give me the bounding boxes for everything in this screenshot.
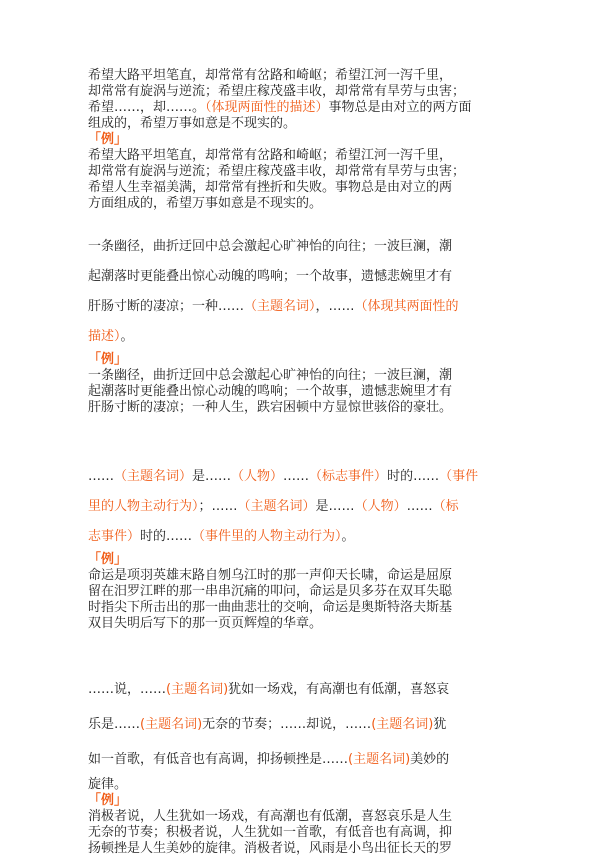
example-line: 起潮落时更能叠出惊心动魄的鸣响；一个故事，遗憾悲婉里才有 [88, 384, 453, 399]
text-line: 一条幽径，曲折迂回中总会激起心旷神怡的向往；一波巨澜，潮 [88, 239, 453, 254]
section-3-template [88, 462, 506, 552]
placeholder-highlight: （主题名词） [237, 499, 316, 514]
text-line: 却常常有旋涡与逆流；希望庄稼茂盛丰收，却常常有旱劳与虫害； [88, 84, 466, 99]
text-line: 组成的，希望万事如意是不现实的。 [88, 116, 297, 131]
placeholder-highlight: （主题名词） [244, 299, 316, 314]
placeholder-highlight: （标 [432, 499, 459, 514]
text-line: 肝肠寸断的凄凉；一种……（主题名词），……（体现其两面性的 [88, 299, 459, 314]
placeholder-highlight: （体现其两面性的 [354, 299, 459, 314]
section-1-template [88, 68, 506, 132]
text-line: 如一首歌，有低音也有高调，抑扬顿挫是……(主题名词)美妙的 [88, 752, 450, 767]
example-line: 命运是项羽英雄末路自刎乌江时的那一声仰天长啸，命运是屈原 [88, 568, 453, 583]
example-line: 却常常有旋涡与逆流；希望庄稼茂盛丰收，却常常有旱劳与虫害； [88, 164, 466, 179]
text-line: ……（主题名词）是……（人物）……（标志事件）时的……（事件 [88, 469, 479, 484]
section-2-example [88, 368, 506, 416]
example-label: 「例」 [88, 552, 128, 567]
placeholder-highlight: (主题名词) [348, 752, 411, 767]
example-label: 「例」 [88, 132, 128, 147]
text-line: 乐是……(主题名词)无奈的节奏；……却说，……(主题名词)犹 [88, 717, 447, 732]
example-line: 留在汨罗江畔的那一串串沉痛的叩问，命运是贝多芬在双耳失聪 [88, 584, 453, 599]
example-line: 肝肠寸断的凄凉；一种人生，跌宕困顿中方显惊世骇俗的豪壮。 [88, 400, 453, 415]
placeholder-highlight: (主题名词) [140, 717, 203, 732]
example-label: 「例」 [88, 793, 128, 808]
text-line: 希望……，却……。（体现两面性的描述）事物总是由对立的两方面 [88, 100, 472, 115]
example-line: 双目失明后写下的那一页页辉煌的华章。 [88, 616, 323, 631]
placeholder-highlight: （标志事件） [309, 469, 388, 484]
placeholder-highlight: (主题名词) [371, 717, 434, 732]
section-4-template [88, 672, 506, 793]
placeholder-highlight: （事件 [439, 469, 479, 484]
section-4-example [88, 809, 506, 857]
text-line: 里的人物主动行为）；……（主题名词）是……（人物）……（标 [88, 499, 459, 514]
example-line: 消极者说，人生犹如一场戏，有高潮也有低潮，喜怒哀乐是人生 [88, 809, 453, 824]
placeholder-highlight: 描述） [88, 329, 121, 344]
text-line: 描述）。 [88, 329, 134, 344]
example-line: 无奈的节奏；积极者说，人生犹如一首歌，有低音也有高调，抑 [88, 825, 453, 840]
placeholder-highlight: （人物） [231, 469, 284, 484]
placeholder-highlight: （人物） [354, 499, 407, 514]
placeholder-highlight: （主题名词） [114, 469, 193, 484]
text-line: 志事件）时的……（事件里的人物主动行为）。 [88, 529, 355, 544]
placeholder-highlight: 志事件） [88, 529, 141, 544]
placeholder-highlight: 里的人物主动行为） [88, 499, 199, 514]
text-line: ……说，……(主题名词)犹如一场戏，有高潮也有低潮，喜怒哀 [88, 682, 450, 697]
example-line: 方面组成的，希望万事如意是不现实的。 [88, 196, 323, 211]
example-line: 时指尖下所击出的那一曲曲悲壮的交响，命运是奥斯特洛夫斯基 [88, 600, 453, 615]
section-3-example [88, 568, 506, 632]
section-2-template [88, 232, 506, 352]
example-line: 扬顿挫是人生美妙的旋律。消极者说，风雨是小鸟出征长天的罗 [88, 841, 453, 856]
example-label: 「例」 [88, 352, 128, 367]
placeholder-highlight: （事件里的人物主动行为） [192, 529, 342, 544]
text-line: 旋律。 [88, 777, 128, 792]
placeholder-highlight: （体现两面性的描述） [205, 100, 329, 115]
text-line: 希望大路平坦笔直，却常常有岔路和崎岖；希望江河一泻千里， [88, 68, 453, 83]
section-1-example [88, 148, 506, 212]
text-line: 起潮落时更能叠出惊心动魄的鸣响；一个故事，遗憾悲婉里才有 [88, 269, 453, 284]
placeholder-highlight: (主题名词) [166, 682, 229, 697]
document-page [88, 68, 506, 857]
example-line: 一条幽径，曲折迂回中总会激起心旷神怡的向往；一波巨澜，潮 [88, 368, 453, 383]
example-line: 希望人生幸福美满，却常常有挫折和失败。事物总是由对立的两 [88, 180, 453, 195]
example-line: 希望大路平坦笔直，却常常有岔路和崎岖；希望江河一泻千里， [88, 148, 453, 163]
